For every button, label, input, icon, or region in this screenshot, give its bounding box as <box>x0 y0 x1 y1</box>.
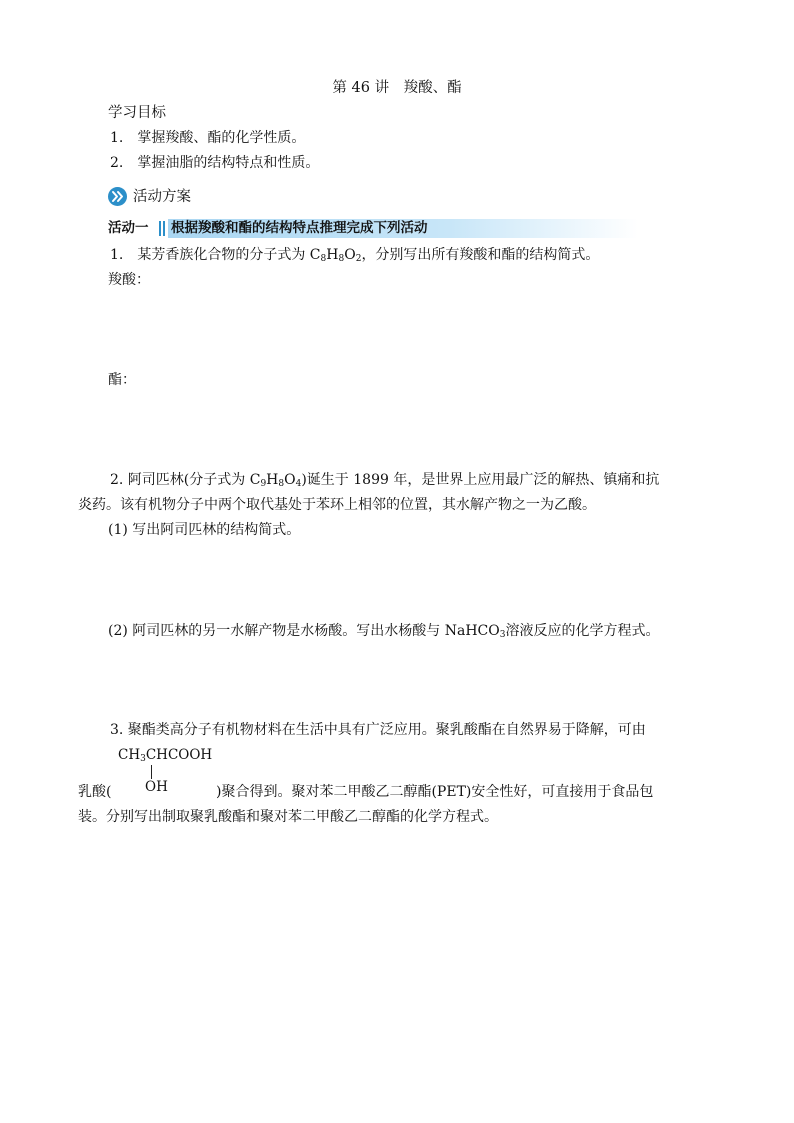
lactic-acid-formula-oh: OH <box>145 779 168 795</box>
formula-element: CH <box>118 747 141 763</box>
ester-label: 酯： <box>108 372 136 388</box>
question-1-text: ，分别写出所有羧酸和酯的结构简式。 <box>361 247 600 263</box>
question-3-line3-left: 乳酸( <box>78 784 112 800</box>
formula-subscript: 2 <box>355 254 362 264</box>
lactic-acid-formula-top <box>118 745 212 765</box>
objective-item <box>110 153 319 173</box>
objective-number: 2. <box>110 155 124 171</box>
question-2-sub2 <box>108 621 659 641</box>
page-title: 第 46 讲 羧酸、酯 <box>332 80 462 96</box>
question-1-text: 1. 某芳香族化合物的分子式为 C <box>110 247 321 263</box>
formula-subscript: 8 <box>320 254 327 264</box>
question-2 <box>110 470 659 490</box>
acid-label: 羧酸： <box>108 272 150 288</box>
formula-subscript: 8 <box>338 254 345 264</box>
question-2-text: )诞生于 1899 年，是世界上应用最广泛的解热、镇痛和抗 <box>301 472 660 488</box>
formula-subscript: 3 <box>499 630 506 640</box>
activity-label: 活动一 <box>108 220 149 236</box>
formula-element: CHCOOH <box>145 747 213 763</box>
activity-title: 根据羧酸和酯的结构特点推理完成下列活动 <box>171 220 428 236</box>
double-chevron-icon <box>108 187 127 206</box>
question-1 <box>110 245 599 265</box>
formula-element: H <box>326 247 339 263</box>
question-3-line3-right: )聚合得到。聚对苯二甲酸乙二醇酯(PET)安全性好，可直接用于食品包 <box>216 784 654 800</box>
question-2-sub2-text: (2) 阿司匹林的另一水解产物是水杨酸。写出水杨酸与 NaHCO <box>108 623 500 639</box>
question-2-sub1: (1) 写出阿司匹林的结构简式。 <box>108 522 301 538</box>
question-3-line4: 装。分别写出制取聚乳酸酯和聚对苯二甲酸乙二醇酯的化学方程式。 <box>78 809 498 825</box>
formula-element: O <box>284 472 296 488</box>
question-2-text: 2. 阿司匹林(分子式为 C <box>110 472 261 488</box>
question-3-line1: 3. 聚酯类高分子有机物材料在生活中具有广泛应用。聚乳酸酯在自然界易于降解，可由 <box>110 722 646 738</box>
question-2-line2: 炎药。该有机物分子中两个取代基处于苯环上相邻的位置，其水解产物之一为乙酸。 <box>78 497 596 513</box>
formula-element: H <box>266 472 279 488</box>
formula-subscript: 3 <box>140 754 146 764</box>
activity-divider <box>159 221 167 236</box>
objective-text: 掌握羧酸、酯的化学性质。 <box>137 130 306 146</box>
formula-subscript: 9 <box>260 479 267 489</box>
objective-text: 掌握油脂的结构特点和性质。 <box>137 155 320 171</box>
formula-subscript: 4 <box>295 479 302 489</box>
plan-label: 活动方案 <box>133 189 191 205</box>
question-2-sub2-text: 溶液反应的化学方程式。 <box>505 623 660 639</box>
objective-item <box>110 128 305 148</box>
formula-subscript: 8 <box>278 479 285 489</box>
objective-number: 1. <box>110 130 124 146</box>
formula-element: O <box>344 247 356 263</box>
objectives-heading: 学习目标 <box>108 105 166 121</box>
